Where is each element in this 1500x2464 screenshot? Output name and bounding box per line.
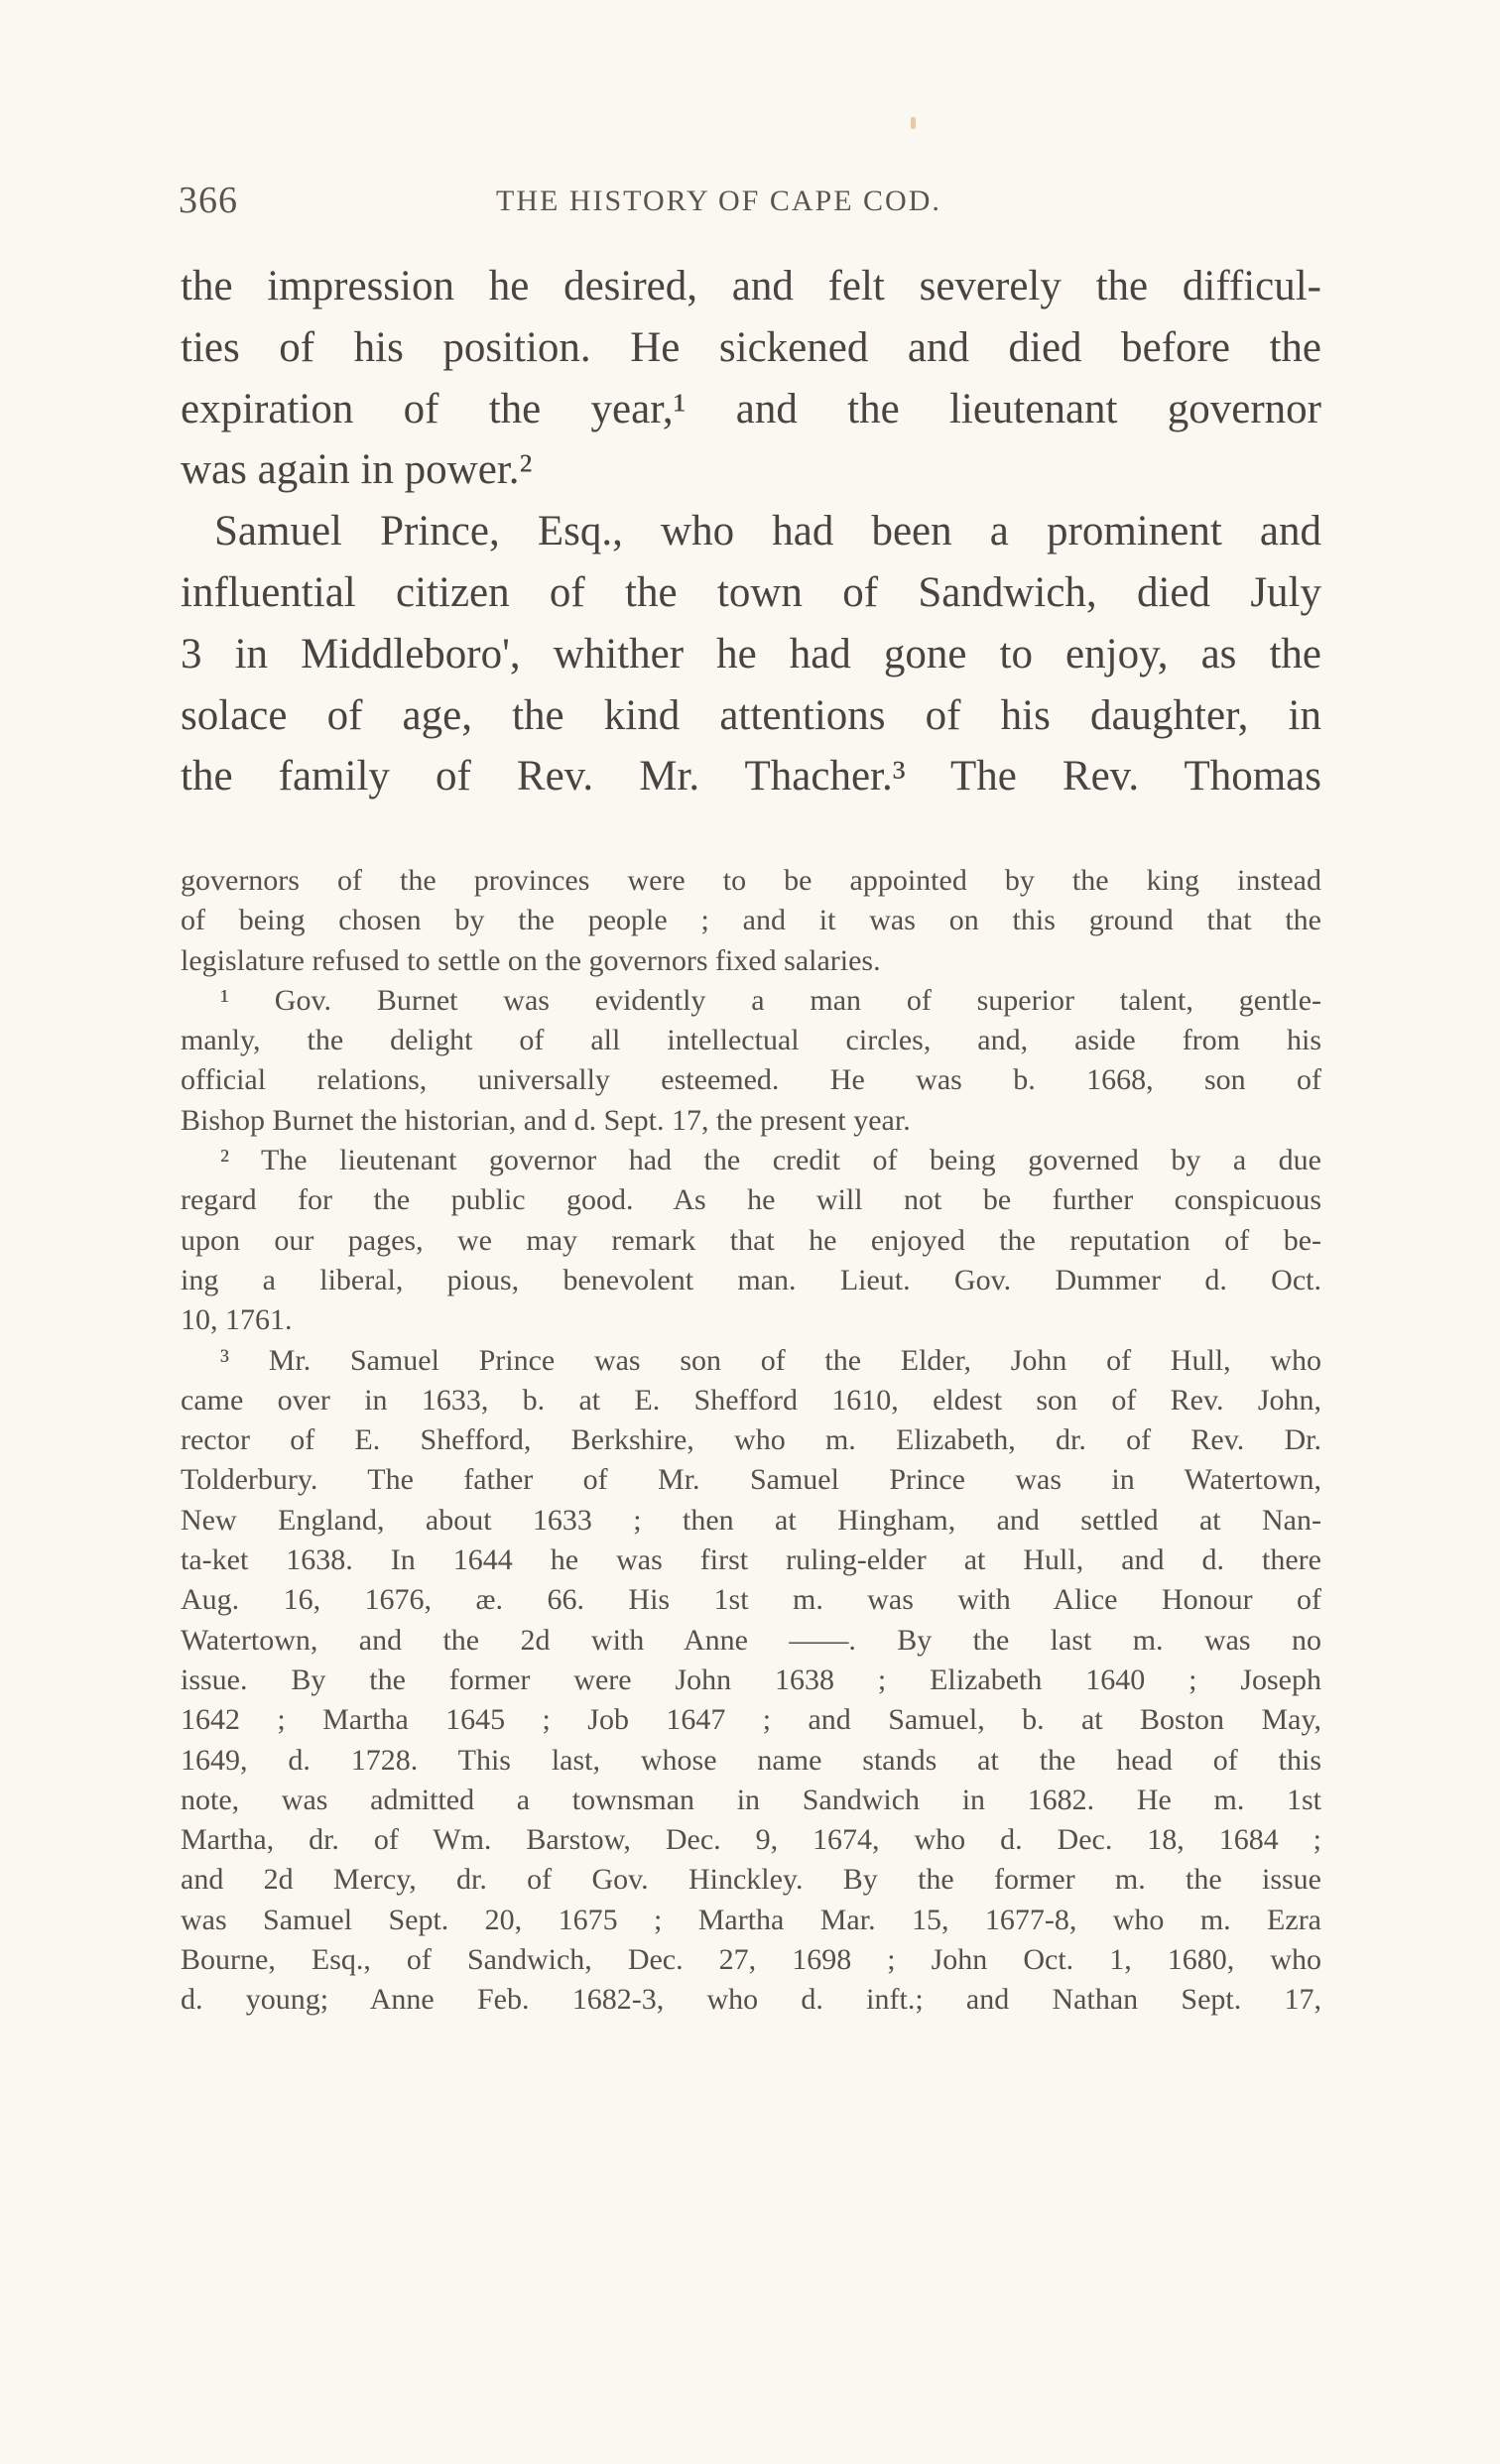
footnote-line: was Samuel Sept. 20, 1675 ; Martha Mar. 15, 1677-8, who m. Ezra	[181, 1903, 1321, 1936]
footnote-line: ing a liberal, pious, benevolent man. Lieut. Gov. Dummer d. Oct.	[181, 1263, 1321, 1296]
footnote-line: New England, about 1633 ; then at Hingham, and settled at Nan-	[181, 1503, 1321, 1537]
main-text-line: ties of his position. He sickened and died before the	[181, 323, 1321, 371]
footnote-line: ² The lieutenant governor had the credit of being governed by a due	[220, 1144, 1321, 1177]
footnote-line: Bourne, Esq., of Sandwich, Dec. 27, 1698 ; John Oct. 1, 1680, who	[181, 1943, 1321, 1977]
main-text-line: the family of Rev. Mr. Thacher.³ The Rev. Thomas	[181, 753, 1321, 801]
footnotes-block	[181, 861, 1321, 2021]
footnote-line: 1642 ; Martha 1645 ; Job 1647 ; and Samuel, b. at Boston May,	[181, 1703, 1321, 1737]
footnote-line: d. young; Anne Feb. 1682-3, who d. inft.; and Nathan Sept. 17,	[181, 1983, 1321, 2017]
footnote-line: Bishop Burnet the historian, and d. Sept. 17, the present year.	[181, 1103, 911, 1137]
footnote-line: official relations, universally esteemed. He was b. 1668, son of	[181, 1063, 1321, 1097]
footnote-line: rector of E. Shefford, Berkshire, who m. Elizabeth, dr. of Rev. Dr.	[181, 1423, 1321, 1457]
footnote-line: upon our pages, we may remark that he enjoyed the reputation of be-	[181, 1223, 1321, 1257]
footnote-line: issue. By the former were John 1638 ; Elizabeth 1640 ; Joseph	[181, 1663, 1321, 1696]
main-text-line: 3 in Middleboro', whither he had gone to enjoy, as the	[181, 630, 1321, 678]
footnote-line: of being chosen by the people ; and it was on this ground that the	[181, 904, 1321, 937]
footnote-line: ta-ket 1638. In 1644 he was first ruling-elder at Hull, and d. there	[181, 1543, 1321, 1577]
footnote-line: Martha, dr. of Wm. Barstow, Dec. 9, 1674, who d. Dec. 18, 1684 ;	[181, 1823, 1321, 1857]
footnote-line: legislature refused to settle on the governors fixed salaries.	[181, 943, 881, 977]
footnote-line: ³ Mr. Samuel Prince was son of the Elder, John of Hull, who	[220, 1343, 1321, 1377]
page-header	[179, 179, 1321, 228]
page-number: 366	[179, 180, 238, 221]
footnote-line: Aug. 16, 1676, æ. 66. His 1st m. was with Alice Honour of	[181, 1583, 1321, 1617]
paper-speck	[911, 117, 916, 129]
footnote-line: note, was admitted a townsman in Sandwich in 1682. He m. 1st	[181, 1783, 1321, 1816]
footnote-line: Tolderbury. The father of Mr. Samuel Prince was in Watertown,	[181, 1463, 1321, 1497]
footnote-line: came over in 1633, b. at E. Shefford 1610, eldest son of Rev. John,	[181, 1383, 1321, 1417]
footnote-line: manly, the delight of all intellectual circles, and, aside from his	[181, 1024, 1321, 1057]
main-text-line: influential citizen of the town of Sandwich, died July	[181, 568, 1321, 616]
main-text-line: the impression he desired, and felt severely the difficul-	[181, 263, 1321, 309]
main-text-line: expiration of the year,¹ and the lieutenant governor	[181, 385, 1321, 432]
footnote-line: Watertown, and the 2d with Anne ——. By the last m. was no	[181, 1623, 1321, 1657]
footnote-line: governors of the provinces were to be appointed by the king instead	[181, 864, 1321, 897]
footnote-line: regard for the public good. As he will not be further conspicuous	[181, 1183, 1321, 1217]
footnote-line: 1649, d. 1728. This last, whose name stands at the head of this	[181, 1743, 1321, 1777]
main-text-block	[181, 256, 1321, 807]
footnote-line: 10, 1761.	[181, 1303, 293, 1337]
main-text-line: solace of age, the kind attentions of his daughter, in	[181, 691, 1321, 739]
running-head: THE HISTORY OF CAPE COD.	[496, 185, 941, 217]
footnote-line: and 2d Mercy, dr. of Gov. Hinckley. By the former m. the issue	[181, 1863, 1321, 1897]
footnote-line: ¹ Gov. Burnet was evidently a man of superior talent, gentle-	[220, 983, 1321, 1017]
main-text-line: was again in power.²	[181, 446, 533, 494]
main-text-line: Samuel Prince, Esq., who had been a prominent and	[214, 508, 1321, 555]
